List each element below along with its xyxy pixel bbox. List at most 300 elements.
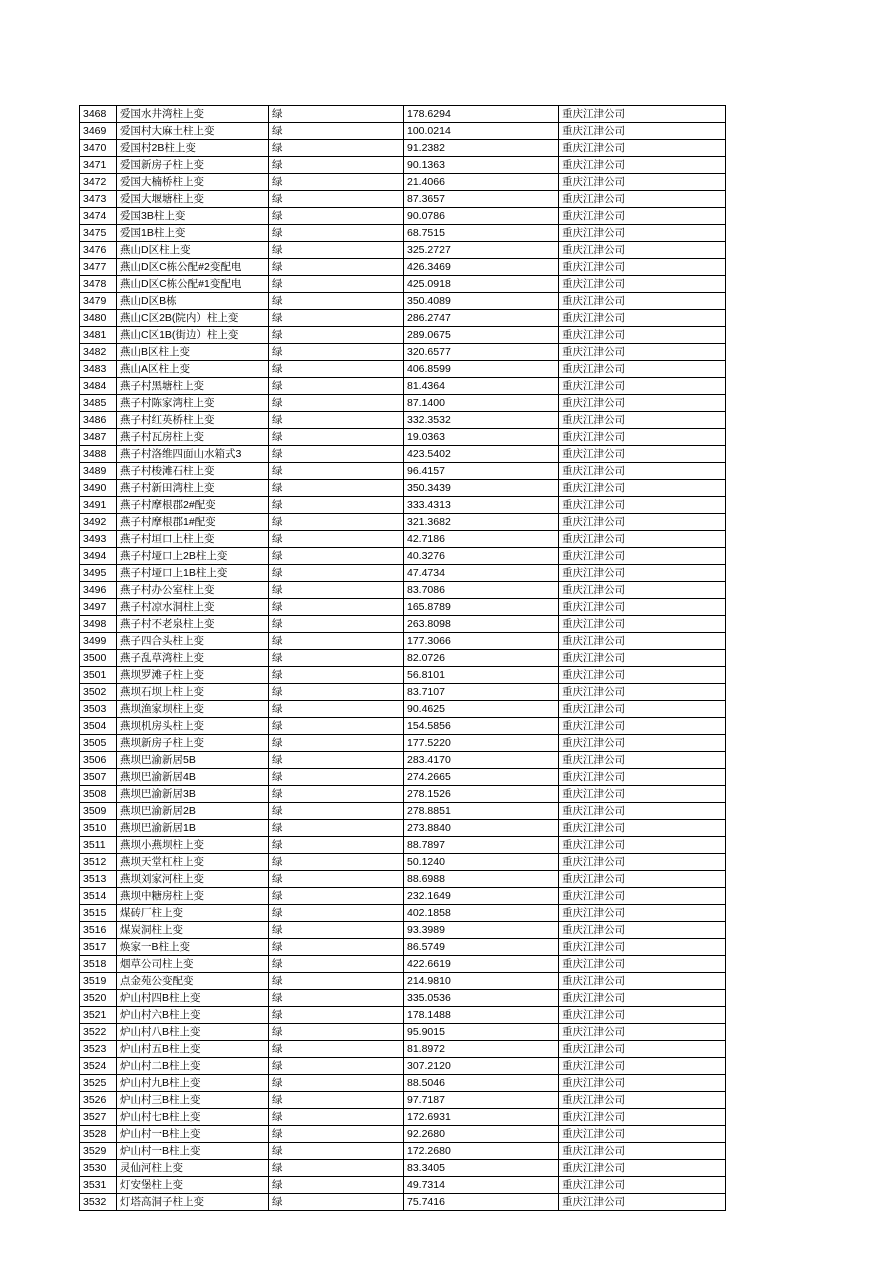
cell-name[interactable]: 炉山村二B柱上变 xyxy=(117,1058,269,1075)
cell-org[interactable]: 重庆江津公司 xyxy=(559,752,726,769)
cell-name[interactable]: 燕坝巴渝新居2B xyxy=(117,803,269,820)
cell-color[interactable]: 绿 xyxy=(269,395,404,412)
cell-color[interactable]: 绿 xyxy=(269,905,404,922)
cell-name[interactable]: 燕坝巴渝新居5B xyxy=(117,752,269,769)
cell-id[interactable]: 3505 xyxy=(80,735,117,752)
cell-id[interactable]: 3492 xyxy=(80,514,117,531)
cell-org[interactable]: 重庆江津公司 xyxy=(559,939,726,956)
cell-color[interactable]: 绿 xyxy=(269,429,404,446)
cell-id[interactable]: 3501 xyxy=(80,667,117,684)
cell-value[interactable]: 273.8840 xyxy=(404,820,559,837)
table-row[interactable] xyxy=(80,480,726,497)
cell-color[interactable]: 绿 xyxy=(269,769,404,786)
table-row[interactable] xyxy=(80,888,726,905)
cell-value[interactable]: 283.4170 xyxy=(404,752,559,769)
cell-name[interactable]: 爱国水井湾柱上变 xyxy=(117,106,269,123)
cell-value[interactable]: 406.8599 xyxy=(404,361,559,378)
cell-org[interactable]: 重庆江津公司 xyxy=(559,1143,726,1160)
cell-id[interactable]: 3521 xyxy=(80,1007,117,1024)
cell-color[interactable]: 绿 xyxy=(269,871,404,888)
cell-id[interactable]: 3524 xyxy=(80,1058,117,1075)
cell-value[interactable]: 83.7107 xyxy=(404,684,559,701)
cell-org[interactable]: 重庆江津公司 xyxy=(559,123,726,140)
table-row[interactable] xyxy=(80,463,726,480)
cell-id[interactable]: 3475 xyxy=(80,225,117,242)
cell-org[interactable]: 重庆江津公司 xyxy=(559,871,726,888)
cell-name[interactable]: 燕子村摩根郡2#配变 xyxy=(117,497,269,514)
cell-color[interactable]: 绿 xyxy=(269,633,404,650)
cell-org[interactable]: 重庆江津公司 xyxy=(559,1092,726,1109)
cell-name[interactable]: 燕子村陈家湾柱上变 xyxy=(117,395,269,412)
table-row[interactable] xyxy=(80,616,726,633)
cell-org[interactable]: 重庆江津公司 xyxy=(559,157,726,174)
cell-color[interactable]: 绿 xyxy=(269,106,404,123)
cell-value[interactable]: 50.1240 xyxy=(404,854,559,871)
cell-color[interactable]: 绿 xyxy=(269,1126,404,1143)
cell-id[interactable]: 3523 xyxy=(80,1041,117,1058)
cell-name[interactable]: 燕坝罗滩子柱上变 xyxy=(117,667,269,684)
cell-value[interactable]: 289.0675 xyxy=(404,327,559,344)
cell-org[interactable]: 重庆江津公司 xyxy=(559,293,726,310)
cell-name[interactable]: 燕子村摩根郡1#配变 xyxy=(117,514,269,531)
table-row[interactable] xyxy=(80,514,726,531)
cell-id[interactable]: 3497 xyxy=(80,599,117,616)
cell-name[interactable]: 燕坝天堂杠柱上变 xyxy=(117,854,269,871)
cell-color[interactable]: 绿 xyxy=(269,276,404,293)
cell-value[interactable]: 172.6931 xyxy=(404,1109,559,1126)
cell-org[interactable]: 重庆江津公司 xyxy=(559,650,726,667)
table-row[interactable] xyxy=(80,786,726,803)
cell-org[interactable]: 重庆江津公司 xyxy=(559,1194,726,1211)
cell-color[interactable]: 绿 xyxy=(269,1143,404,1160)
cell-id[interactable]: 3485 xyxy=(80,395,117,412)
cell-value[interactable]: 332.3532 xyxy=(404,412,559,429)
cell-id[interactable]: 3515 xyxy=(80,905,117,922)
table-row[interactable] xyxy=(80,531,726,548)
cell-org[interactable]: 重庆江津公司 xyxy=(559,1177,726,1194)
cell-name[interactable]: 燕山A区柱上变 xyxy=(117,361,269,378)
cell-value[interactable]: 100.0214 xyxy=(404,123,559,140)
cell-value[interactable]: 178.6294 xyxy=(404,106,559,123)
cell-value[interactable]: 177.3066 xyxy=(404,633,559,650)
cell-name[interactable]: 炉山村五B柱上变 xyxy=(117,1041,269,1058)
cell-id[interactable]: 3482 xyxy=(80,344,117,361)
cell-color[interactable]: 绿 xyxy=(269,582,404,599)
cell-org[interactable]: 重庆江津公司 xyxy=(559,905,726,922)
table-row[interactable] xyxy=(80,412,726,429)
cell-value[interactable]: 91.2382 xyxy=(404,140,559,157)
cell-id[interactable]: 3504 xyxy=(80,718,117,735)
cell-org[interactable]: 重庆江津公司 xyxy=(559,582,726,599)
table-row[interactable] xyxy=(80,327,726,344)
cell-value[interactable]: 97.7187 xyxy=(404,1092,559,1109)
cell-name[interactable]: 燕山D区C栋公配#1变配电 xyxy=(117,276,269,293)
cell-id[interactable]: 3530 xyxy=(80,1160,117,1177)
table-row[interactable] xyxy=(80,1160,726,1177)
cell-id[interactable]: 3498 xyxy=(80,616,117,633)
cell-value[interactable]: 49.7314 xyxy=(404,1177,559,1194)
cell-color[interactable]: 绿 xyxy=(269,446,404,463)
cell-color[interactable]: 绿 xyxy=(269,939,404,956)
cell-value[interactable]: 88.6988 xyxy=(404,871,559,888)
cell-value[interactable]: 88.5046 xyxy=(404,1075,559,1092)
table-row[interactable] xyxy=(80,1126,726,1143)
cell-id[interactable]: 3487 xyxy=(80,429,117,446)
cell-id[interactable]: 3490 xyxy=(80,480,117,497)
cell-color[interactable]: 绿 xyxy=(269,1058,404,1075)
cell-color[interactable]: 绿 xyxy=(269,412,404,429)
cell-value[interactable]: 333.4313 xyxy=(404,497,559,514)
cell-color[interactable]: 绿 xyxy=(269,123,404,140)
cell-org[interactable]: 重庆江津公司 xyxy=(559,990,726,1007)
cell-name[interactable]: 炉山村四B柱上变 xyxy=(117,990,269,1007)
cell-name[interactable]: 燕坝刘家河柱上变 xyxy=(117,871,269,888)
cell-color[interactable]: 绿 xyxy=(269,157,404,174)
cell-name[interactable]: 燕子村黑塘柱上变 xyxy=(117,378,269,395)
cell-org[interactable]: 重庆江津公司 xyxy=(559,446,726,463)
cell-value[interactable]: 82.0726 xyxy=(404,650,559,667)
cell-color[interactable]: 绿 xyxy=(269,854,404,871)
cell-color[interactable]: 绿 xyxy=(269,225,404,242)
cell-id[interactable]: 3511 xyxy=(80,837,117,854)
cell-id[interactable]: 3527 xyxy=(80,1109,117,1126)
cell-color[interactable]: 绿 xyxy=(269,956,404,973)
cell-name[interactable]: 烟草公司柱上变 xyxy=(117,956,269,973)
table-row[interactable] xyxy=(80,157,726,174)
cell-org[interactable]: 重庆江津公司 xyxy=(559,684,726,701)
cell-color[interactable]: 绿 xyxy=(269,820,404,837)
cell-value[interactable]: 214.9810 xyxy=(404,973,559,990)
table-row[interactable] xyxy=(80,1092,726,1109)
table-row[interactable] xyxy=(80,803,726,820)
cell-color[interactable]: 绿 xyxy=(269,718,404,735)
cell-org[interactable]: 重庆江津公司 xyxy=(559,531,726,548)
cell-color[interactable]: 绿 xyxy=(269,1075,404,1092)
cell-org[interactable]: 重庆江津公司 xyxy=(559,429,726,446)
cell-name[interactable]: 灯安堡柱上变 xyxy=(117,1177,269,1194)
cell-name[interactable]: 燕坝机房头柱上变 xyxy=(117,718,269,735)
cell-id[interactable]: 3502 xyxy=(80,684,117,701)
cell-id[interactable]: 3496 xyxy=(80,582,117,599)
cell-value[interactable]: 93.3989 xyxy=(404,922,559,939)
cell-value[interactable]: 87.1400 xyxy=(404,395,559,412)
cell-name[interactable]: 点金苑公变配变 xyxy=(117,973,269,990)
cell-color[interactable]: 绿 xyxy=(269,786,404,803)
table-row[interactable] xyxy=(80,497,726,514)
cell-color[interactable]: 绿 xyxy=(269,752,404,769)
cell-org[interactable]: 重庆江津公司 xyxy=(559,514,726,531)
cell-id[interactable]: 3512 xyxy=(80,854,117,871)
cell-color[interactable]: 绿 xyxy=(269,803,404,820)
cell-org[interactable]: 重庆江津公司 xyxy=(559,276,726,293)
table-row[interactable] xyxy=(80,973,726,990)
cell-name[interactable]: 燕山B区柱上变 xyxy=(117,344,269,361)
cell-value[interactable]: 321.3682 xyxy=(404,514,559,531)
cell-name[interactable]: 燕子村新田湾柱上变 xyxy=(117,480,269,497)
cell-color[interactable]: 绿 xyxy=(269,378,404,395)
cell-color[interactable]: 绿 xyxy=(269,684,404,701)
cell-name[interactable]: 爱国新房子柱上变 xyxy=(117,157,269,174)
table-row[interactable] xyxy=(80,361,726,378)
cell-org[interactable]: 重庆江津公司 xyxy=(559,633,726,650)
cell-color[interactable]: 绿 xyxy=(269,667,404,684)
cell-id[interactable]: 3476 xyxy=(80,242,117,259)
cell-org[interactable]: 重庆江津公司 xyxy=(559,106,726,123)
cell-name[interactable]: 炉山村三B柱上变 xyxy=(117,1092,269,1109)
cell-color[interactable]: 绿 xyxy=(269,463,404,480)
table-row[interactable] xyxy=(80,259,726,276)
cell-org[interactable]: 重庆江津公司 xyxy=(559,191,726,208)
cell-id[interactable]: 3474 xyxy=(80,208,117,225)
cell-color[interactable]: 绿 xyxy=(269,1024,404,1041)
cell-id[interactable]: 3529 xyxy=(80,1143,117,1160)
cell-name[interactable]: 燕坝石坝上柱上变 xyxy=(117,684,269,701)
cell-value[interactable]: 86.5749 xyxy=(404,939,559,956)
table-row[interactable] xyxy=(80,701,726,718)
cell-name[interactable]: 煤砖厂柱上变 xyxy=(117,905,269,922)
cell-name[interactable]: 燕子村不老泉柱上变 xyxy=(117,616,269,633)
cell-value[interactable]: 87.3657 xyxy=(404,191,559,208)
cell-color[interactable]: 绿 xyxy=(269,293,404,310)
table-row[interactable] xyxy=(80,854,726,871)
cell-color[interactable]: 绿 xyxy=(269,1160,404,1177)
table-row[interactable] xyxy=(80,735,726,752)
cell-org[interactable]: 重庆江津公司 xyxy=(559,667,726,684)
cell-value[interactable]: 95.9015 xyxy=(404,1024,559,1041)
table-row[interactable] xyxy=(80,718,726,735)
table-row[interactable] xyxy=(80,599,726,616)
cell-value[interactable]: 325.2727 xyxy=(404,242,559,259)
cell-id[interactable]: 3471 xyxy=(80,157,117,174)
cell-org[interactable]: 重庆江津公司 xyxy=(559,225,726,242)
table-row[interactable] xyxy=(80,939,726,956)
cell-name[interactable]: 炉山村七B柱上变 xyxy=(117,1109,269,1126)
cell-name[interactable]: 爱国村大麻土柱上变 xyxy=(117,123,269,140)
cell-org[interactable]: 重庆江津公司 xyxy=(559,973,726,990)
cell-name[interactable]: 爱国村2B柱上变 xyxy=(117,140,269,157)
cell-org[interactable]: 重庆江津公司 xyxy=(559,463,726,480)
cell-org[interactable]: 重庆江津公司 xyxy=(559,395,726,412)
cell-name[interactable]: 爱国3B柱上变 xyxy=(117,208,269,225)
cell-id[interactable]: 3520 xyxy=(80,990,117,1007)
cell-id[interactable]: 3478 xyxy=(80,276,117,293)
cell-color[interactable]: 绿 xyxy=(269,140,404,157)
cell-id[interactable]: 3532 xyxy=(80,1194,117,1211)
cell-value[interactable]: 165.8789 xyxy=(404,599,559,616)
cell-name[interactable]: 灯塔高洞子柱上变 xyxy=(117,1194,269,1211)
table-row[interactable] xyxy=(80,1109,726,1126)
cell-color[interactable]: 绿 xyxy=(269,480,404,497)
table-row[interactable] xyxy=(80,650,726,667)
table-row[interactable] xyxy=(80,1024,726,1041)
table-row[interactable] xyxy=(80,582,726,599)
table-row[interactable] xyxy=(80,871,726,888)
table-row[interactable] xyxy=(80,276,726,293)
table-row[interactable] xyxy=(80,956,726,973)
cell-color[interactable]: 绿 xyxy=(269,208,404,225)
table-row[interactable] xyxy=(80,123,726,140)
cell-value[interactable]: 81.8972 xyxy=(404,1041,559,1058)
cell-color[interactable]: 绿 xyxy=(269,361,404,378)
cell-org[interactable]: 重庆江津公司 xyxy=(559,174,726,191)
cell-id[interactable]: 3507 xyxy=(80,769,117,786)
cell-id[interactable]: 3481 xyxy=(80,327,117,344)
table-row[interactable] xyxy=(80,429,726,446)
cell-name[interactable]: 燕坝小燕坝柱上变 xyxy=(117,837,269,854)
table-row[interactable] xyxy=(80,1177,726,1194)
cell-id[interactable]: 3494 xyxy=(80,548,117,565)
cell-org[interactable]: 重庆江津公司 xyxy=(559,837,726,854)
table-row[interactable] xyxy=(80,905,726,922)
cell-name[interactable]: 燕坝新房子柱上变 xyxy=(117,735,269,752)
cell-id[interactable]: 3495 xyxy=(80,565,117,582)
cell-color[interactable]: 绿 xyxy=(269,242,404,259)
cell-value[interactable]: 278.8851 xyxy=(404,803,559,820)
cell-name[interactable]: 爱国大堰塘柱上变 xyxy=(117,191,269,208)
cell-value[interactable]: 335.0536 xyxy=(404,990,559,1007)
cell-value[interactable]: 274.2665 xyxy=(404,769,559,786)
cell-color[interactable]: 绿 xyxy=(269,1092,404,1109)
cell-name[interactable]: 燕子村垭口上1B柱上变 xyxy=(117,565,269,582)
table-row[interactable] xyxy=(80,837,726,854)
cell-org[interactable]: 重庆江津公司 xyxy=(559,1024,726,1041)
cell-name[interactable]: 燕山D区柱上变 xyxy=(117,242,269,259)
cell-name[interactable]: 燕坝巴渝新居1B xyxy=(117,820,269,837)
cell-value[interactable]: 154.5856 xyxy=(404,718,559,735)
cell-name[interactable]: 燕子村红英桥柱上变 xyxy=(117,412,269,429)
cell-name[interactable]: 炉山村八B柱上变 xyxy=(117,1024,269,1041)
cell-value[interactable]: 68.7515 xyxy=(404,225,559,242)
cell-value[interactable]: 88.7897 xyxy=(404,837,559,854)
cell-org[interactable]: 重庆江津公司 xyxy=(559,259,726,276)
cell-id[interactable]: 3470 xyxy=(80,140,117,157)
cell-name[interactable]: 燕子村瓦房柱上变 xyxy=(117,429,269,446)
cell-org[interactable]: 重庆江津公司 xyxy=(559,344,726,361)
cell-id[interactable]: 3531 xyxy=(80,1177,117,1194)
table-row[interactable] xyxy=(80,548,726,565)
cell-value[interactable]: 402.1858 xyxy=(404,905,559,922)
table-row[interactable] xyxy=(80,225,726,242)
cell-org[interactable]: 重庆江津公司 xyxy=(559,242,726,259)
cell-org[interactable]: 重庆江津公司 xyxy=(559,820,726,837)
cell-id[interactable]: 3519 xyxy=(80,973,117,990)
table-row[interactable] xyxy=(80,208,726,225)
cell-color[interactable]: 绿 xyxy=(269,973,404,990)
cell-color[interactable]: 绿 xyxy=(269,616,404,633)
table-row[interactable] xyxy=(80,378,726,395)
cell-org[interactable]: 重庆江津公司 xyxy=(559,599,726,616)
cell-color[interactable]: 绿 xyxy=(269,701,404,718)
table-row[interactable] xyxy=(80,446,726,463)
table-row[interactable] xyxy=(80,191,726,208)
table-row[interactable] xyxy=(80,1041,726,1058)
cell-value[interactable]: 90.1363 xyxy=(404,157,559,174)
cell-name[interactable]: 燕山C区2B(院内）柱上变 xyxy=(117,310,269,327)
cell-name[interactable]: 炉山村一B柱上变 xyxy=(117,1126,269,1143)
cell-name[interactable]: 燕山D区B栋 xyxy=(117,293,269,310)
cell-org[interactable]: 重庆江津公司 xyxy=(559,956,726,973)
cell-value[interactable]: 178.1488 xyxy=(404,1007,559,1024)
cell-value[interactable]: 307.2120 xyxy=(404,1058,559,1075)
cell-id[interactable]: 3484 xyxy=(80,378,117,395)
cell-value[interactable]: 350.4089 xyxy=(404,293,559,310)
cell-org[interactable]: 重庆江津公司 xyxy=(559,1109,726,1126)
cell-id[interactable]: 3491 xyxy=(80,497,117,514)
cell-org[interactable]: 重庆江津公司 xyxy=(559,140,726,157)
cell-color[interactable]: 绿 xyxy=(269,990,404,1007)
cell-id[interactable]: 3468 xyxy=(80,106,117,123)
cell-color[interactable]: 绿 xyxy=(269,310,404,327)
table-row[interactable] xyxy=(80,769,726,786)
cell-color[interactable]: 绿 xyxy=(269,565,404,582)
table-row[interactable] xyxy=(80,1058,726,1075)
cell-value[interactable]: 426.3469 xyxy=(404,259,559,276)
cell-id[interactable]: 3514 xyxy=(80,888,117,905)
table-row[interactable] xyxy=(80,344,726,361)
cell-value[interactable]: 83.3405 xyxy=(404,1160,559,1177)
cell-name[interactable]: 煤炭洞柱上变 xyxy=(117,922,269,939)
cell-org[interactable]: 重庆江津公司 xyxy=(559,1160,726,1177)
cell-id[interactable]: 3472 xyxy=(80,174,117,191)
cell-value[interactable]: 21.4066 xyxy=(404,174,559,191)
cell-name[interactable]: 燕坝中糖房柱上变 xyxy=(117,888,269,905)
cell-id[interactable]: 3516 xyxy=(80,922,117,939)
cell-color[interactable]: 绿 xyxy=(269,735,404,752)
cell-color[interactable]: 绿 xyxy=(269,599,404,616)
cell-id[interactable]: 3483 xyxy=(80,361,117,378)
cell-id[interactable]: 3508 xyxy=(80,786,117,803)
cell-color[interactable]: 绿 xyxy=(269,514,404,531)
cell-value[interactable]: 42.7186 xyxy=(404,531,559,548)
cell-color[interactable]: 绿 xyxy=(269,344,404,361)
cell-org[interactable]: 重庆江津公司 xyxy=(559,548,726,565)
table-row[interactable] xyxy=(80,1007,726,1024)
cell-value[interactable]: 90.0786 xyxy=(404,208,559,225)
cell-name[interactable]: 燕山D区C栋公配#2变配电 xyxy=(117,259,269,276)
cell-id[interactable]: 3522 xyxy=(80,1024,117,1041)
cell-id[interactable]: 3479 xyxy=(80,293,117,310)
cell-color[interactable]: 绿 xyxy=(269,548,404,565)
cell-org[interactable]: 重庆江津公司 xyxy=(559,327,726,344)
cell-org[interactable]: 重庆江津公司 xyxy=(559,480,726,497)
cell-name[interactable]: 燕子村办公室柱上变 xyxy=(117,582,269,599)
cell-id[interactable]: 3486 xyxy=(80,412,117,429)
cell-value[interactable]: 425.0918 xyxy=(404,276,559,293)
table-row[interactable] xyxy=(80,242,726,259)
cell-org[interactable]: 重庆江津公司 xyxy=(559,361,726,378)
cell-color[interactable]: 绿 xyxy=(269,1007,404,1024)
table-row[interactable] xyxy=(80,140,726,157)
cell-id[interactable]: 3518 xyxy=(80,956,117,973)
cell-color[interactable]: 绿 xyxy=(269,1109,404,1126)
cell-value[interactable]: 40.3276 xyxy=(404,548,559,565)
cell-id[interactable]: 3525 xyxy=(80,1075,117,1092)
cell-org[interactable]: 重庆江津公司 xyxy=(559,803,726,820)
cell-color[interactable]: 绿 xyxy=(269,497,404,514)
cell-value[interactable]: 92.2680 xyxy=(404,1126,559,1143)
table-row[interactable] xyxy=(80,1075,726,1092)
cell-value[interactable]: 177.5220 xyxy=(404,735,559,752)
cell-name[interactable]: 燕子四合头柱上变 xyxy=(117,633,269,650)
cell-id[interactable]: 3480 xyxy=(80,310,117,327)
table-row[interactable] xyxy=(80,820,726,837)
cell-color[interactable]: 绿 xyxy=(269,1177,404,1194)
cell-value[interactable]: 19.0363 xyxy=(404,429,559,446)
cell-org[interactable]: 重庆江津公司 xyxy=(559,497,726,514)
cell-org[interactable]: 重庆江津公司 xyxy=(559,922,726,939)
cell-name[interactable]: 燕子村垭口上2B柱上变 xyxy=(117,548,269,565)
cell-name[interactable]: 炉山村一B柱上变 xyxy=(117,1143,269,1160)
